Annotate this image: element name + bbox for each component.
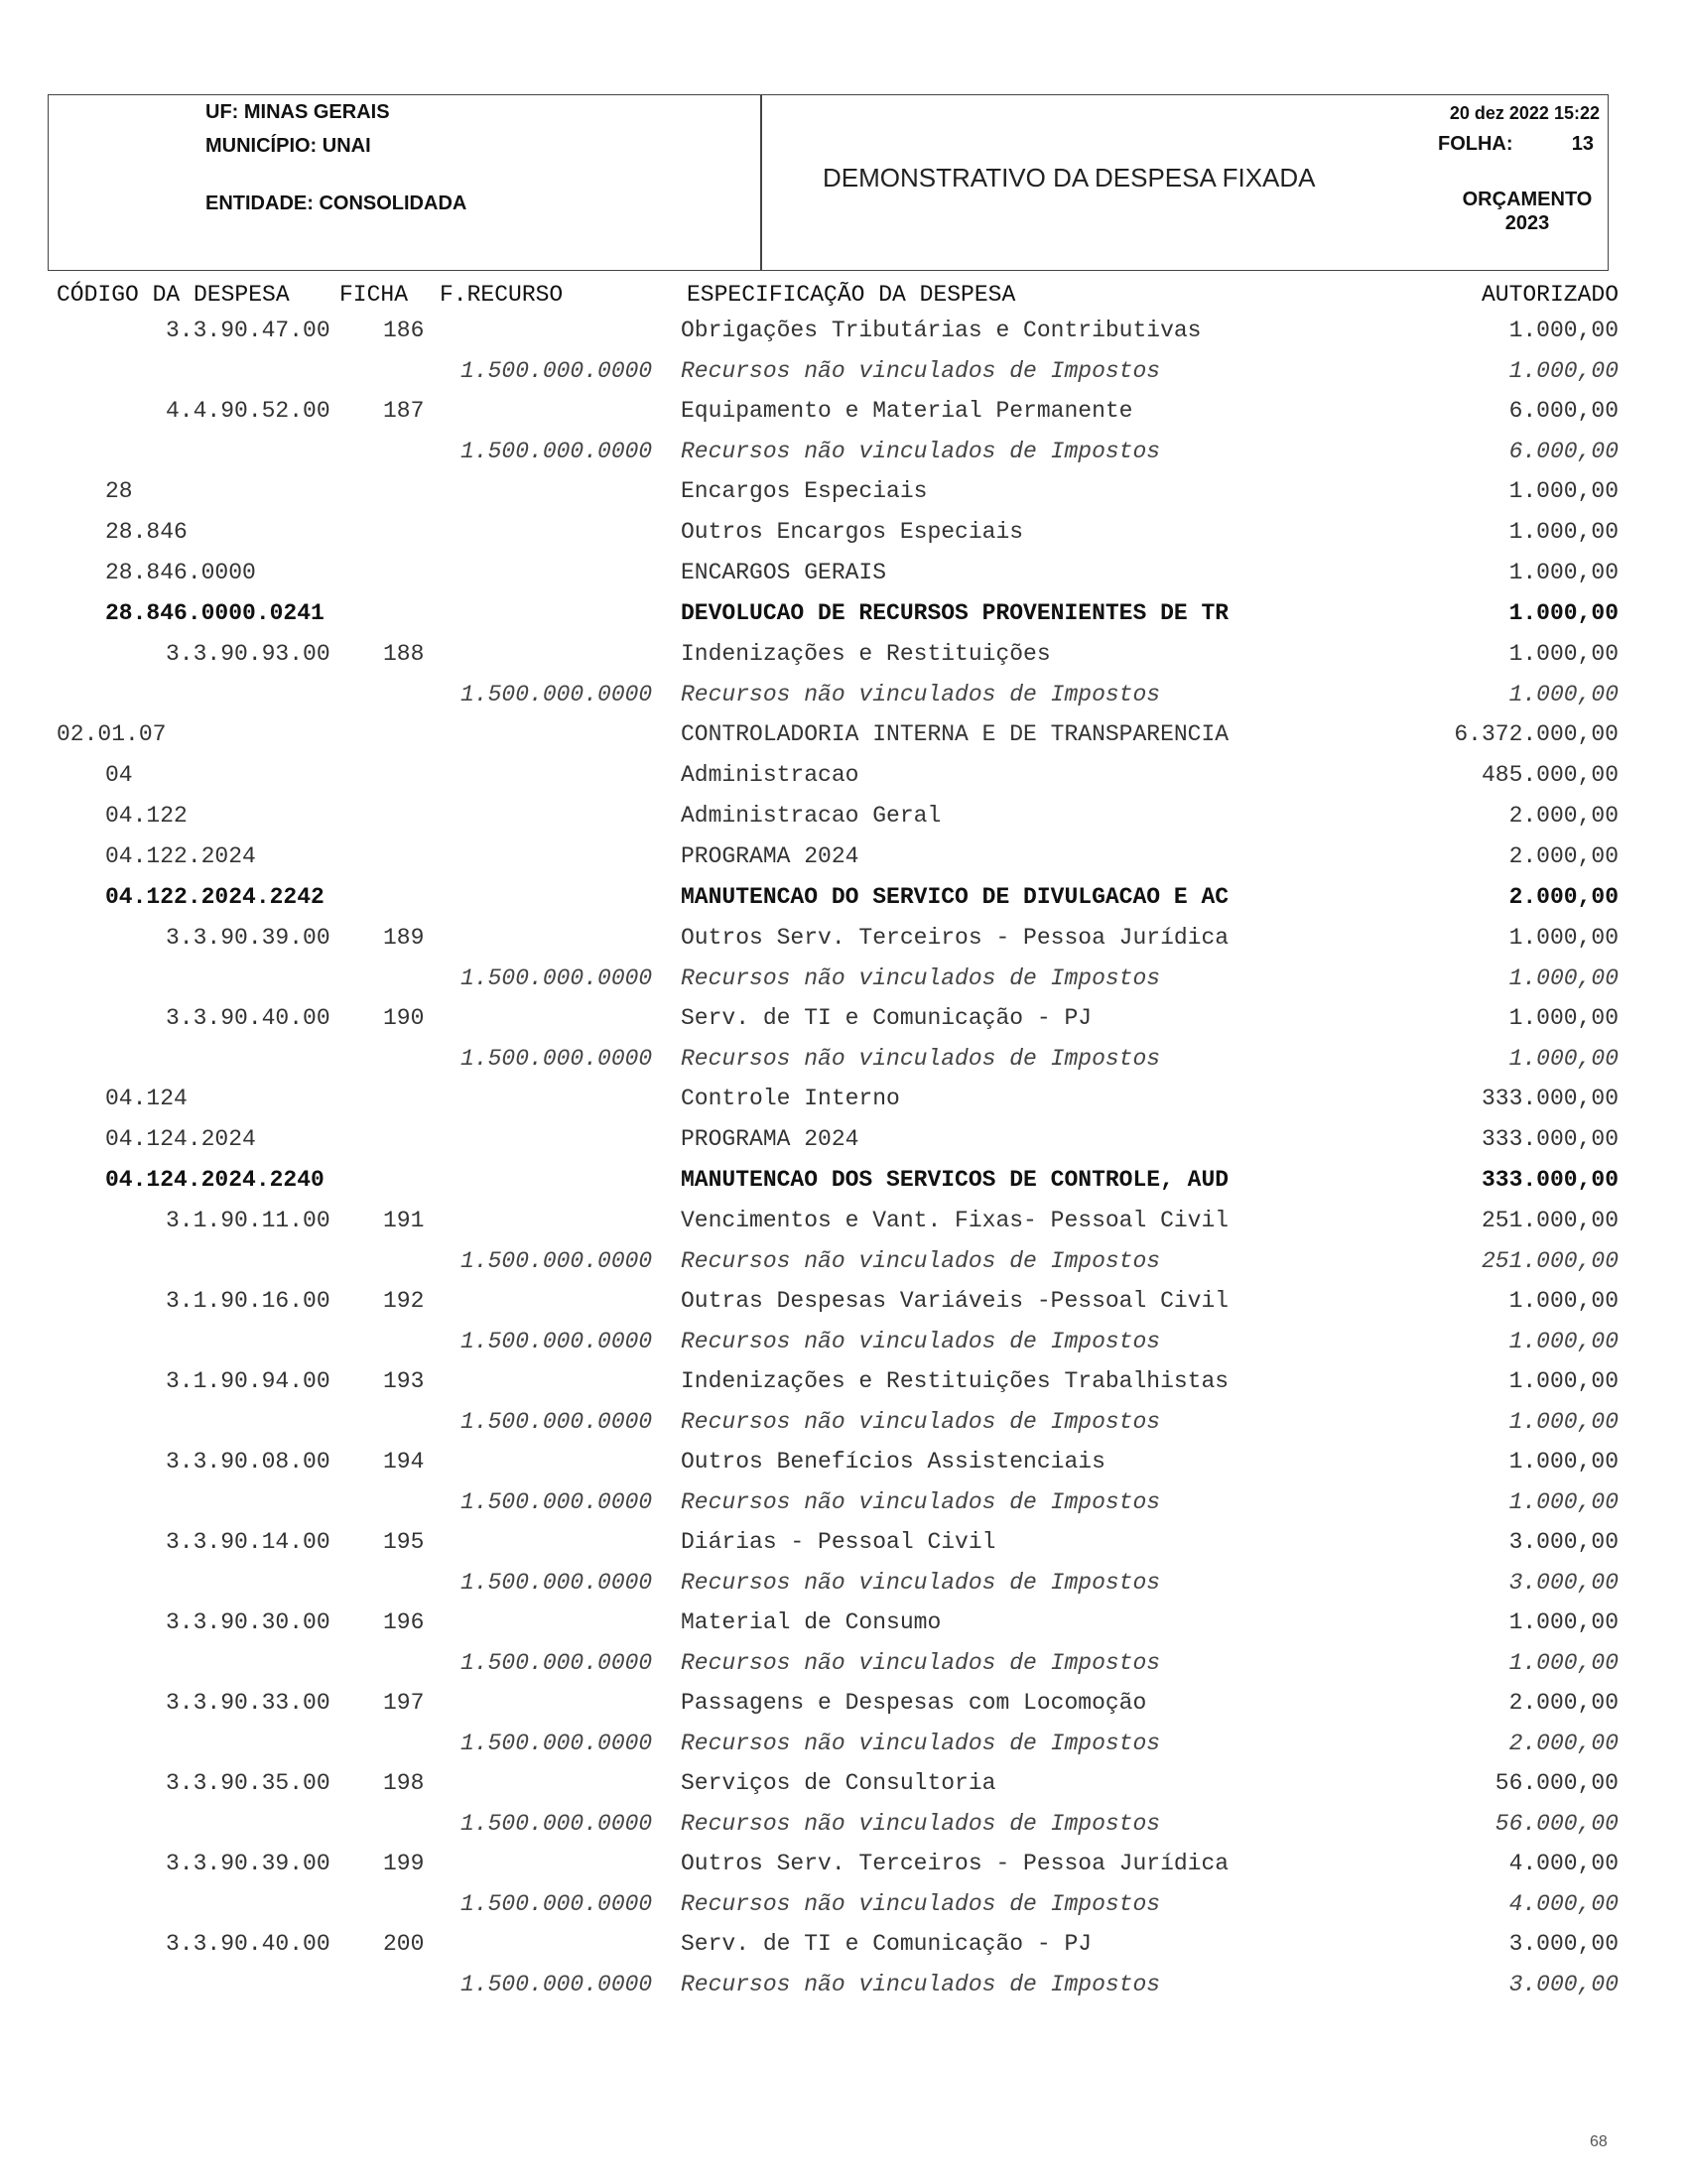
- especificacao-cell: Recursos não vinculados de Impostos: [681, 1329, 1161, 1354]
- codigo-cell: 3.3.90.93.00: [166, 641, 330, 667]
- especificacao-cell: Outros Serv. Terceiros - Pessoa Jurídica: [681, 925, 1230, 951]
- especificacao-cell: Outros Benefícios Assistenciais: [681, 1449, 1105, 1475]
- ficha-cell: 195: [383, 1529, 425, 1555]
- ficha-cell: 189: [383, 925, 425, 951]
- col-especificacao: ESPECIFICAÇÃO DA DESPESA: [687, 282, 1016, 308]
- autorizado-cell: 1.000,00: [1508, 1368, 1619, 1394]
- ficha-cell: 186: [383, 318, 425, 343]
- table-row: [0, 1443, 1688, 1483]
- autorizado-cell: 1.000,00: [1508, 1650, 1619, 1676]
- especificacao-cell: PROGRAMA 2024: [681, 843, 859, 869]
- codigo-cell: 04.122.2024.2242: [105, 884, 325, 910]
- especificacao-cell: Recursos não vinculados de Impostos: [681, 1248, 1161, 1274]
- fonte-row: [0, 1725, 1688, 1764]
- codigo-cell: 28: [105, 478, 133, 504]
- table-row: [0, 1202, 1688, 1242]
- table-row: [0, 1120, 1688, 1161]
- autorizado-cell: 1.000,00: [1508, 1449, 1619, 1475]
- autorizado-cell: 2.000,00: [1508, 884, 1619, 910]
- autorizado-cell: 1.000,00: [1508, 965, 1619, 991]
- autorizado-cell: 1.000,00: [1508, 1329, 1619, 1354]
- fonte-recurso-cell: 1.500.000.0000: [460, 1972, 653, 1997]
- table-row: [0, 1925, 1688, 1966]
- autorizado-cell: 56.000,00: [1494, 1770, 1619, 1796]
- table-row: [0, 999, 1688, 1040]
- especificacao-cell: Equipamento e Material Permanente: [681, 398, 1133, 424]
- fonte-recurso-cell: 1.500.000.0000: [460, 1731, 653, 1756]
- table-header: [0, 276, 1688, 312]
- ficha-cell: 187: [383, 398, 425, 424]
- codigo-cell: 04.124.2024.2240: [105, 1167, 325, 1193]
- autorizado-cell: 1.000,00: [1508, 478, 1619, 504]
- codigo-cell: 3.3.90.40.00: [166, 1931, 330, 1957]
- ficha-cell: 193: [383, 1368, 425, 1394]
- report-header: [48, 94, 1609, 271]
- table-row: [0, 594, 1688, 635]
- ficha-cell: 192: [383, 1288, 425, 1314]
- autorizado-cell: 3.000,00: [1508, 1570, 1619, 1596]
- ficha-cell: 196: [383, 1609, 425, 1635]
- codigo-cell: 3.3.90.08.00: [166, 1449, 330, 1475]
- header-divider: [760, 95, 762, 270]
- ficha-cell: 197: [383, 1690, 425, 1716]
- autorizado-cell: 1.000,00: [1508, 600, 1619, 626]
- especificacao-cell: Recursos não vinculados de Impostos: [681, 1972, 1161, 1997]
- fonte-recurso-cell: 1.500.000.0000: [460, 1811, 653, 1837]
- fonte-recurso-cell: 1.500.000.0000: [460, 1248, 653, 1274]
- folha-number: 13: [1571, 133, 1594, 155]
- especificacao-cell: Vencimentos e Vant. Fixas- Pessoal Civil: [681, 1208, 1230, 1233]
- especificacao-cell: Recursos não vinculados de Impostos: [681, 358, 1161, 384]
- especificacao-cell: Indenizações e Restituições Trabalhistas: [681, 1368, 1230, 1394]
- codigo-cell: 04.124: [105, 1086, 188, 1111]
- codigo-cell: 3.1.90.16.00: [166, 1288, 330, 1314]
- ficha-cell: 199: [383, 1851, 425, 1876]
- ficha-cell: 194: [383, 1449, 425, 1475]
- fonte-recurso-cell: 1.500.000.0000: [460, 1409, 653, 1435]
- autorizado-cell: 6.000,00: [1508, 398, 1619, 424]
- especificacao-cell: DEVOLUCAO DE RECURSOS PROVENIENTES DE TR: [681, 600, 1230, 626]
- codigo-cell: 3.3.90.47.00: [166, 318, 330, 343]
- fonte-row: [0, 433, 1688, 472]
- autorizado-cell: 333.000,00: [1481, 1167, 1619, 1193]
- fonte-row: [0, 1564, 1688, 1604]
- codigo-cell: 3.1.90.94.00: [166, 1368, 330, 1394]
- fonte-recurso-cell: 1.500.000.0000: [460, 1489, 653, 1515]
- fonte-recurso-cell: 1.500.000.0000: [460, 965, 653, 991]
- uf-label: UF: MINAS GERAIS: [205, 101, 390, 123]
- col-codigo: CÓDIGO DA DESPESA: [57, 282, 290, 308]
- autorizado-cell: 1.000,00: [1508, 1046, 1619, 1072]
- especificacao-cell: Outros Serv. Terceiros - Pessoa Jurídica: [681, 1851, 1230, 1876]
- autorizado-cell: 1.000,00: [1508, 560, 1619, 585]
- table-row: [0, 919, 1688, 960]
- autorizado-cell: 333.000,00: [1481, 1126, 1619, 1152]
- expense-table: [0, 276, 1688, 2005]
- especificacao-cell: Recursos não vinculados de Impostos: [681, 965, 1161, 991]
- autorizado-cell: 251.000,00: [1481, 1208, 1619, 1233]
- autorizado-cell: 4.000,00: [1508, 1891, 1619, 1917]
- especificacao-cell: Encargos Especiais: [681, 478, 928, 504]
- especificacao-cell: Serviços de Consultoria: [681, 1770, 996, 1796]
- col-ficha: FICHA: [339, 282, 409, 308]
- table-row: [0, 312, 1688, 352]
- autorizado-cell: 1.000,00: [1508, 682, 1619, 707]
- fonte-row: [0, 1885, 1688, 1925]
- autorizado-cell: 2.000,00: [1508, 1731, 1619, 1756]
- fonte-recurso-cell: 1.500.000.0000: [460, 1650, 653, 1676]
- autorizado-cell: 4.000,00: [1508, 1851, 1619, 1876]
- especificacao-cell: Recursos não vinculados de Impostos: [681, 1891, 1161, 1917]
- autorizado-cell: 1.000,00: [1508, 1005, 1619, 1031]
- especificacao-cell: Recursos não vinculados de Impostos: [681, 439, 1161, 464]
- table-row: [0, 878, 1688, 919]
- ficha-cell: 188: [383, 641, 425, 667]
- table-row: [0, 715, 1688, 756]
- fonte-row: [0, 1644, 1688, 1684]
- table-row: [0, 1764, 1688, 1805]
- fonte-row: [0, 1040, 1688, 1080]
- especificacao-cell: Recursos não vinculados de Impostos: [681, 1046, 1161, 1072]
- codigo-cell: 28.846.0000: [105, 560, 256, 585]
- especificacao-cell: Serv. de TI e Comunicação - PJ: [681, 1931, 1093, 1957]
- table-row: [0, 1845, 1688, 1885]
- especificacao-cell: Administracao: [681, 762, 859, 788]
- fonte-row: [0, 1805, 1688, 1845]
- codigo-cell: 02.01.07: [57, 721, 167, 747]
- orcamento-year: 2023: [1504, 212, 1550, 234]
- fonte-row: [0, 960, 1688, 999]
- especificacao-cell: Recursos não vinculados de Impostos: [681, 1811, 1161, 1837]
- municipio-label: MUNICÍPIO: UNAI: [205, 135, 371, 157]
- codigo-cell: 3.3.90.33.00: [166, 1690, 330, 1716]
- especificacao-cell: Outros Encargos Especiais: [681, 519, 1024, 545]
- table-row: [0, 1604, 1688, 1644]
- table-row: [0, 635, 1688, 676]
- especificacao-cell: MANUTENCAO DO SERVICO DE DIVULGACAO E AC: [681, 884, 1230, 910]
- fonte-recurso-cell: 1.500.000.0000: [460, 1046, 653, 1072]
- table-row: [0, 1684, 1688, 1725]
- especificacao-cell: Obrigações Tributárias e Contributivas: [681, 318, 1202, 343]
- especificacao-cell: ENCARGOS GERAIS: [681, 560, 887, 585]
- especificacao-cell: Recursos não vinculados de Impostos: [681, 1409, 1161, 1435]
- page-number: 68: [1590, 2133, 1608, 2150]
- especificacao-cell: Recursos não vinculados de Impostos: [681, 1731, 1161, 1756]
- table-row: [0, 472, 1688, 513]
- autorizado-cell: 2.000,00: [1508, 803, 1619, 829]
- fonte-row: [0, 1483, 1688, 1523]
- especificacao-cell: Recursos não vinculados de Impostos: [681, 1650, 1161, 1676]
- orcamento-label: ORÇAMENTO: [1462, 189, 1593, 210]
- ficha-cell: 190: [383, 1005, 425, 1031]
- autorizado-cell: 1.000,00: [1508, 925, 1619, 951]
- autorizado-cell: 1.000,00: [1508, 641, 1619, 667]
- autorizado-cell: 56.000,00: [1494, 1811, 1619, 1837]
- table-row: [0, 1282, 1688, 1323]
- autorizado-cell: 1.000,00: [1508, 519, 1619, 545]
- especificacao-cell: MANUTENCAO DOS SERVICOS DE CONTROLE, AUD: [681, 1167, 1230, 1193]
- table-row: [0, 1523, 1688, 1564]
- autorizado-cell: 1.000,00: [1508, 1609, 1619, 1635]
- table-row: [0, 554, 1688, 594]
- fonte-row: [0, 1323, 1688, 1362]
- codigo-cell: 04.122: [105, 803, 188, 829]
- codigo-cell: 3.3.90.35.00: [166, 1770, 330, 1796]
- especificacao-cell: Administracao Geral: [681, 803, 942, 829]
- codigo-cell: 3.1.90.11.00: [166, 1208, 330, 1233]
- autorizado-cell: 1.000,00: [1508, 1288, 1619, 1314]
- especificacao-cell: Diárias - Pessoal Civil: [681, 1529, 996, 1555]
- autorizado-cell: 6.000,00: [1508, 439, 1619, 464]
- folha-label: FOLHA:: [1438, 133, 1513, 155]
- table-row: [0, 837, 1688, 878]
- autorizado-cell: 6.372.000,00: [1454, 721, 1619, 747]
- especificacao-cell: Material de Consumo: [681, 1609, 942, 1635]
- especificacao-cell: CONTROLADORIA INTERNA E DE TRANSPARENCIA: [681, 721, 1230, 747]
- table-row: [0, 797, 1688, 837]
- table-row: [0, 392, 1688, 433]
- fonte-row: [0, 676, 1688, 715]
- autorizado-cell: 1.000,00: [1508, 318, 1619, 343]
- fonte-row: [0, 1403, 1688, 1443]
- fonte-recurso-cell: 1.500.000.0000: [460, 1570, 653, 1596]
- autorizado-cell: 3.000,00: [1508, 1972, 1619, 1997]
- table-row: [0, 1362, 1688, 1403]
- autorizado-cell: 251.000,00: [1481, 1248, 1619, 1274]
- autorizado-cell: 2.000,00: [1508, 1690, 1619, 1716]
- autorizado-cell: 485.000,00: [1481, 762, 1619, 788]
- fonte-row: [0, 1966, 1688, 2005]
- codigo-cell: 04: [105, 762, 133, 788]
- table-row: [0, 756, 1688, 797]
- especificacao-cell: Serv. de TI e Comunicação - PJ: [681, 1005, 1093, 1031]
- autorizado-cell: 1.000,00: [1508, 1409, 1619, 1435]
- report-title: DEMONSTRATIVO DA DESPESA FIXADA: [823, 163, 1316, 193]
- fonte-recurso-cell: 1.500.000.0000: [460, 358, 653, 384]
- especificacao-cell: Indenizações e Restituições: [681, 641, 1051, 667]
- codigo-cell: 04.124.2024: [105, 1126, 256, 1152]
- codigo-cell: 4.4.90.52.00: [166, 398, 330, 424]
- especificacao-cell: Recursos não vinculados de Impostos: [681, 1570, 1161, 1596]
- autorizado-cell: 3.000,00: [1508, 1931, 1619, 1957]
- fonte-recurso-cell: 1.500.000.0000: [460, 1891, 653, 1917]
- fonte-row: [0, 352, 1688, 392]
- autorizado-cell: 3.000,00: [1508, 1529, 1619, 1555]
- table-row: [0, 513, 1688, 554]
- col-recurso: F.RECURSO: [440, 282, 564, 308]
- codigo-cell: 28.846: [105, 519, 188, 545]
- especificacao-cell: PROGRAMA 2024: [681, 1126, 859, 1152]
- codigo-cell: 3.3.90.40.00: [166, 1005, 330, 1031]
- autorizado-cell: 1.000,00: [1508, 1489, 1619, 1515]
- especificacao-cell: Controle Interno: [681, 1086, 900, 1111]
- codigo-cell: 3.3.90.30.00: [166, 1609, 330, 1635]
- col-autorizado: AUTORIZADO: [1481, 282, 1619, 308]
- especificacao-cell: Passagens e Despesas com Locomoção: [681, 1690, 1147, 1716]
- codigo-cell: 28.846.0000.0241: [105, 600, 325, 626]
- ficha-cell: 200: [383, 1931, 425, 1957]
- autorizado-cell: 2.000,00: [1508, 843, 1619, 869]
- fonte-row: [0, 1242, 1688, 1282]
- table-row: [0, 1161, 1688, 1202]
- fonte-recurso-cell: 1.500.000.0000: [460, 682, 653, 707]
- autorizado-cell: 333.000,00: [1481, 1086, 1619, 1111]
- codigo-cell: 3.3.90.14.00: [166, 1529, 330, 1555]
- table-body: [0, 312, 1688, 2005]
- especificacao-cell: Outras Despesas Variáveis -Pessoal Civil: [681, 1288, 1230, 1314]
- table-row: [0, 1080, 1688, 1120]
- especificacao-cell: Recursos não vinculados de Impostos: [681, 682, 1161, 707]
- fonte-recurso-cell: 1.500.000.0000: [460, 439, 653, 464]
- ficha-cell: 191: [383, 1208, 425, 1233]
- codigo-cell: 04.122.2024: [105, 843, 256, 869]
- ficha-cell: 198: [383, 1770, 425, 1796]
- especificacao-cell: Recursos não vinculados de Impostos: [681, 1489, 1161, 1515]
- codigo-cell: 3.3.90.39.00: [166, 1851, 330, 1876]
- report-datetime: 20 dez 2022 15:22: [1449, 103, 1600, 123]
- codigo-cell: 3.3.90.39.00: [166, 925, 330, 951]
- entidade-label: ENTIDADE: CONSOLIDADA: [205, 193, 467, 214]
- autorizado-cell: 1.000,00: [1508, 358, 1619, 384]
- fonte-recurso-cell: 1.500.000.0000: [460, 1329, 653, 1354]
